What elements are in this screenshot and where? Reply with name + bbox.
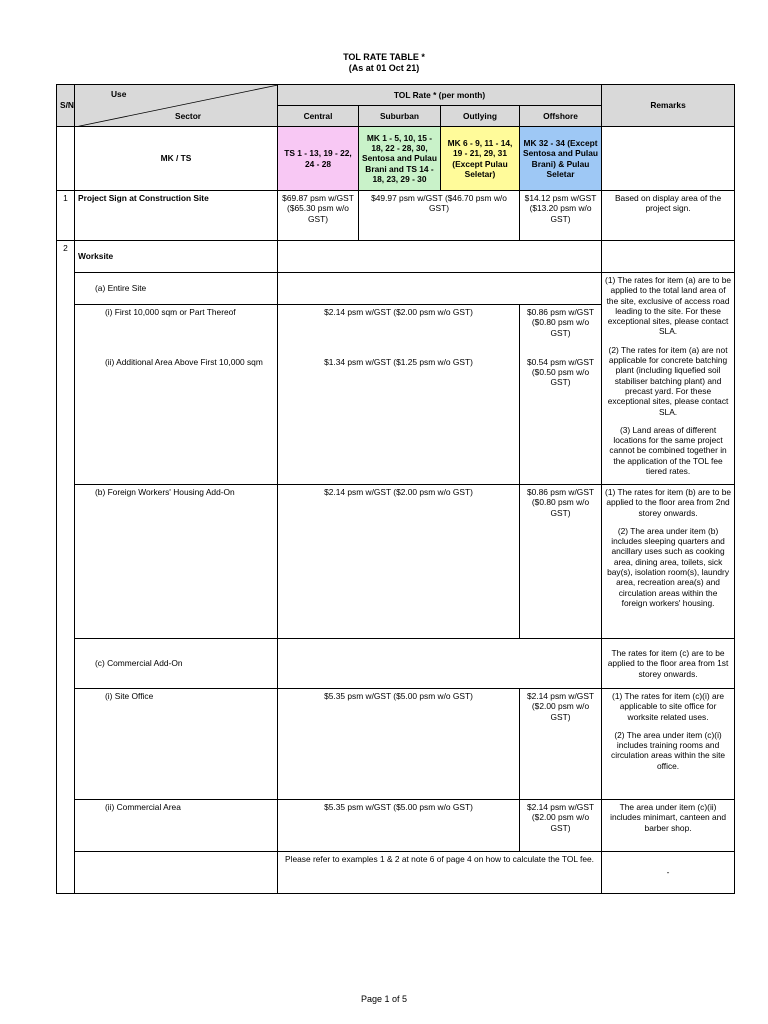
entire-site-rate-empty — [278, 273, 602, 305]
row2a-sn — [57, 273, 75, 305]
commercial-rate-empty — [278, 639, 602, 689]
row1-remarks: Based on display area of the project sign. — [602, 191, 735, 241]
row1-central-rate: $69.87 psm w/GST ($65.30 psm w/o GST) — [278, 191, 359, 241]
mkts-label: MK / TS — [75, 127, 278, 191]
row2a-ii-sn — [57, 355, 75, 485]
row2-use: Worksite — [75, 241, 278, 273]
first-10000-label: (i) First 10,000 sqm or Part Thereof — [75, 305, 278, 355]
tol-rate-table — [56, 84, 735, 894]
header-use: Use — [111, 89, 127, 99]
note-sn — [57, 852, 75, 894]
commercial-area-label: (ii) Commercial Area — [75, 800, 278, 852]
site-office-offshore: $2.14 psm w/GST ($2.00 psm w/o GST) — [520, 689, 602, 800]
commercial-label: (c) Commercial Add-On — [75, 639, 278, 689]
additional-area-rate: $1.34 psm w/GST ($1.25 psm w/o GST) — [278, 355, 520, 485]
mkts-suburban: MK 1 - 5, 10, 15 - 18, 22 - 28, 30, Sentosa and Pulau Brani and TS 14 - 18, 23, 29 - 30 — [359, 127, 441, 191]
fw-housing-rate: $2.14 psm w/GST ($2.00 psm w/o GST) — [278, 485, 520, 639]
mkts-central: TS 1 - 13, 19 - 22, 24 - 28 — [278, 127, 359, 191]
mkts-outlying: MK 6 - 9, 11 - 14, 19 - 21, 29, 31 (Except Pulau Seletar) — [441, 127, 520, 191]
header-sector: Sector — [175, 111, 202, 121]
first-10000-rate: $2.14 psm w/GST ($2.00 psm w/o GST) — [278, 305, 520, 355]
document-title: TOL RATE TABLE * — [343, 52, 425, 62]
additional-area-offshore: $0.54 psm w/GST ($0.50 psm w/o GST) — [520, 355, 602, 485]
row2a-i-sn — [57, 305, 75, 355]
header-sn: S/N — [57, 85, 75, 127]
row1-offshore-rate: $14.12 psm w/GST ($13.20 psm w/o GST) — [520, 191, 602, 241]
header-remarks: Remarks — [602, 85, 735, 127]
row2-rate-empty — [278, 241, 602, 273]
row2c-ii-sn — [57, 800, 75, 852]
row2c-i-sn — [57, 689, 75, 800]
entire-site-label: (a) Entire Site — [75, 273, 278, 305]
header-tol-rate: TOL Rate * (per month) — [278, 85, 602, 106]
mkts-offshore: MK 32 - 34 (Except Sentosa and Pulau Brani) & Pulau Seletar — [520, 127, 602, 191]
note-use-empty — [75, 852, 278, 894]
page-number: Page 1 of 5 — [360, 994, 408, 1004]
site-office-label: (i) Site Office — [75, 689, 278, 800]
mkts-remarks — [602, 127, 735, 191]
fw-housing-label: (b) Foreign Workers' Housing Add-On — [75, 485, 278, 639]
row2c-sn — [57, 639, 75, 689]
header-use-sector — [75, 85, 278, 127]
row1-use: Project Sign at Construction Site — [75, 191, 278, 241]
site-office-remarks — [602, 689, 735, 800]
entire-site-remark-2: (2) The rates for item (a) are not applicable for concrete batching plant (including liquefied soil stabiliser batching plant) and precast yard. For these exceptional sites, please contact SLA. — [607, 344, 729, 417]
calculation-note: Please refer to examples 1 & 2 at note 6 of page 4 on how to calculate the TOL fee. — [278, 852, 602, 894]
fw-housing-remarks — [602, 485, 735, 639]
commercial-area-rate: $5.35 psm w/GST ($5.00 psm w/o GST) — [278, 800, 520, 852]
fw-housing-remark-2: (2) The area under item (b) includes sleeping quarters and ancillary uses such as cooking area, dining area, toilets, sick bay(s), isolation room(s), laundry area, recreation area(s) and circulation areas within the foreign workers' housing. — [607, 525, 730, 608]
note-remarks: - — [602, 852, 735, 894]
document-subtitle: (As at 01 Oct 21) — [348, 63, 420, 73]
fw-housing-remark-1: (1) The rates for item (b) are to be applied to the floor area from 2nd storey onwards. — [605, 487, 732, 518]
first-10000-offshore: $0.86 psm w/GST ($0.80 psm w/o GST) — [520, 305, 602, 355]
site-office-rate: $5.35 psm w/GST ($5.00 psm w/o GST) — [278, 689, 520, 800]
commercial-area-remarks: The area under item (c)(ii) includes minimart, canteen and barber shop. — [602, 800, 735, 852]
row2b-sn — [57, 485, 75, 639]
row2-sn: 2 — [57, 241, 75, 273]
additional-area-label: (ii) Additional Area Above First 10,000 sqm — [75, 355, 278, 485]
commercial-remarks: The rates for item (c) are to be applied to the floor area from 1st storey onwards. — [602, 639, 735, 689]
site-office-remark-1: (1) The rates for item (c)(i) are applicable to site office for worksite related uses. — [612, 691, 725, 722]
header-suburban: Suburban — [359, 106, 441, 127]
mkts-sn — [57, 127, 75, 191]
header-offshore: Offshore — [520, 106, 602, 127]
site-office-remark-2: (2) The area under item (c)(i) includes training rooms and circulation areas within the site office. — [611, 729, 726, 771]
row2-remarks-empty — [602, 241, 735, 273]
row1-suburban-outlying-rate: $49.97 psm w/GST ($46.70 psm w/o GST) — [359, 191, 520, 241]
entire-site-remark-3: (3) Land areas of different locations for the same project cannot be combined together in the application of the TOL fee tiered rates. — [609, 424, 727, 477]
fw-housing-offshore: $0.86 psm w/GST ($0.80 psm w/o GST) — [520, 485, 602, 639]
commercial-area-offshore: $2.14 psm w/GST ($2.00 psm w/o GST) — [520, 800, 602, 852]
row1-sn: 1 — [57, 191, 75, 241]
entire-site-remark-1: (1) The rates for item (a) are to be applied to the total land area of the site, exclusive of access road leading to the site. For these exceptional sites, please contact SLA. — [605, 275, 732, 337]
entire-site-remarks — [602, 273, 735, 485]
header-outlying: Outlying — [441, 106, 520, 127]
header-central: Central — [278, 106, 359, 127]
